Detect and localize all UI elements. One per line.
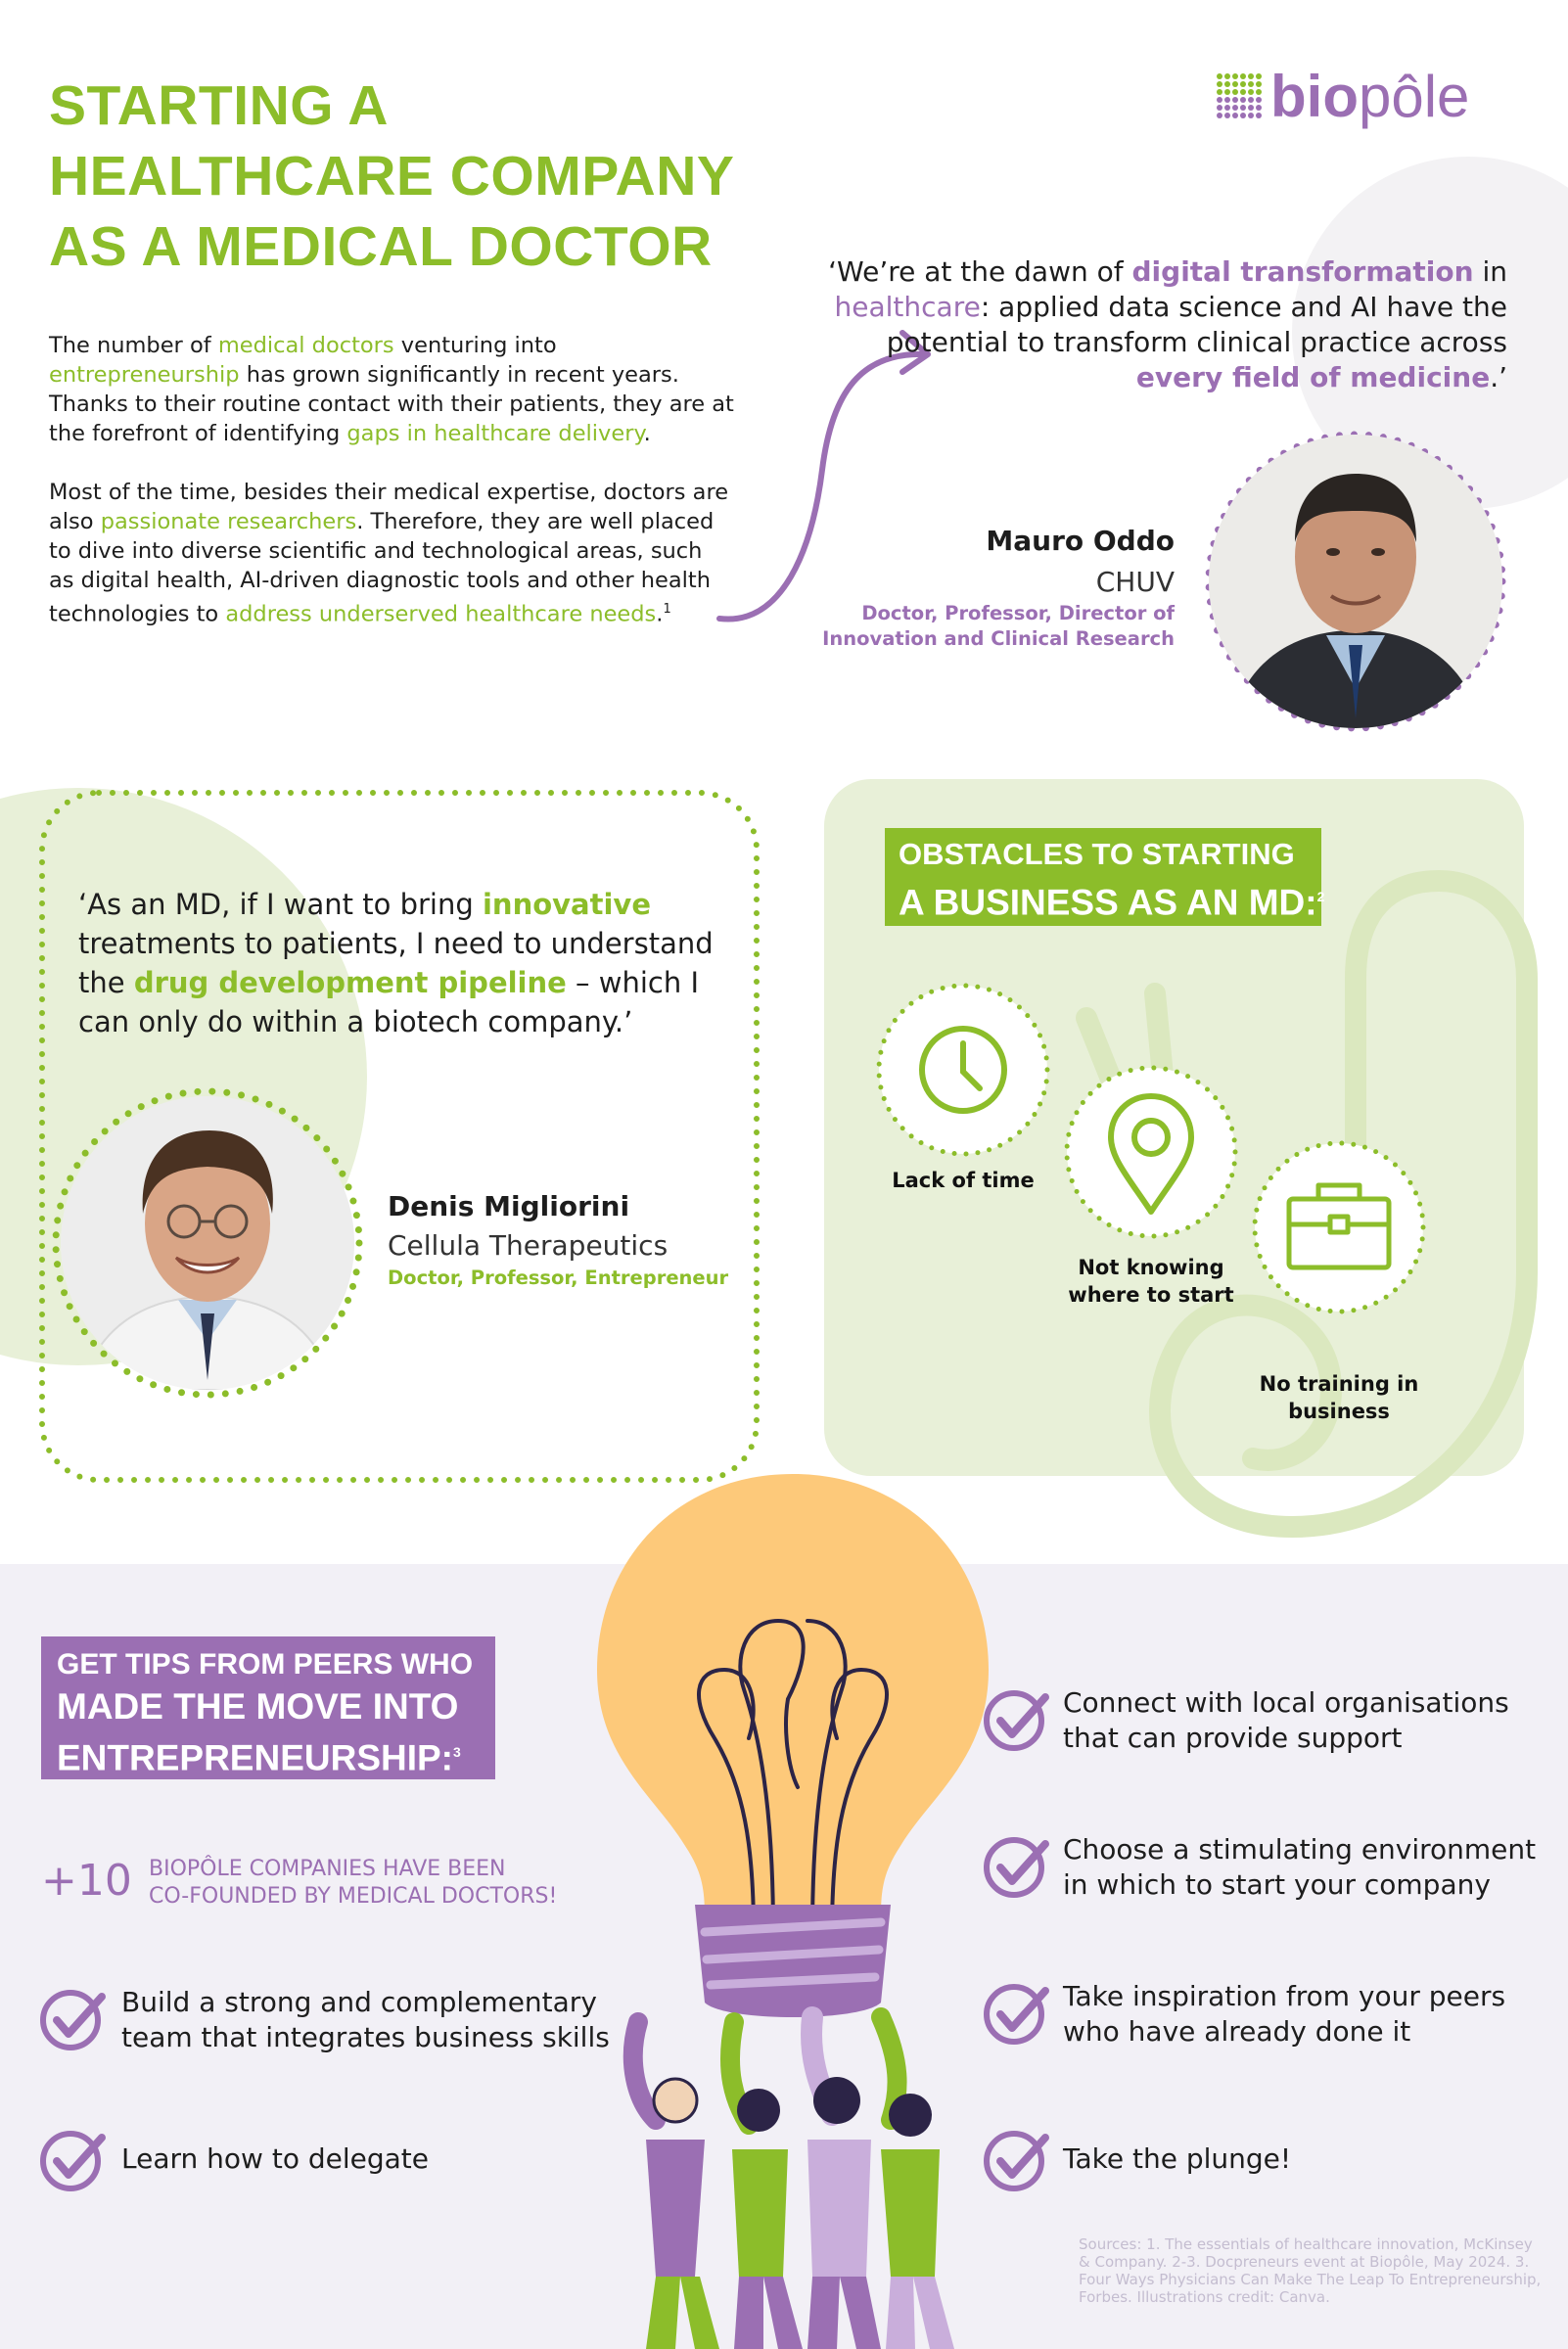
stat-number: +10 — [41, 1856, 132, 1906]
page-title — [49, 70, 793, 282]
speaker-org-oddo: CHUV — [1095, 566, 1175, 598]
tip-item: Take the plunge! — [983, 2126, 1560, 2204]
intro-paragraph-2: Most of the time, besides their medical expertise, doctors are also passionate researchers. Therefore, they are well placed to dive into diverse scientific and technological areas, such as digital health, AI-driven diagnostic tools and other health technologies to address underserved healthcare needs.$^1$ — [49, 480, 729, 627]
title-line-3: AS A MEDICAL DOCTOR — [49, 215, 713, 278]
speaker-role-oddo: Doctor, Professor, Director of Innovation and Clinical Research — [822, 602, 1175, 650]
obstacle-not-knowing — [1062, 1063, 1240, 1241]
check-circle-icon — [983, 1685, 1051, 1754]
tip-item: Choose a stimulating environment in which to start your company — [983, 1832, 1560, 1911]
lightbulb-illustration — [587, 1474, 998, 2349]
obstacle-no-training — [1250, 1138, 1428, 1316]
avatar-denis-migliorini — [61, 1096, 354, 1390]
tip-item: Learn how to delegate — [39, 2126, 626, 2204]
sources-footnote: Sources: 1. The essentials of healthcare innovation, McKinsey & Company. 2-3. Docpreneurs event at Biopôle, May 2024. 3. Four Ways Physicians Can Make The Leap To Entrepreneurship, Forbes. Illustrations credit: Canva. — [1079, 2235, 1542, 2306]
logo-dot-grid-icon — [1216, 70, 1268, 131]
avatar-mauro-oddo — [1209, 435, 1502, 728]
check-circle-icon — [983, 1979, 1051, 2048]
speaker-org-migliorini: Cellula Therapeutics — [388, 1229, 669, 1262]
obstacle-label-lack-of-time: Lack of time — [892, 1169, 1035, 1192]
obstacle-label-no-training: No training in business — [1259, 1372, 1419, 1423]
speaker-role-migliorini: Doctor, Professor, Entrepreneur — [388, 1267, 729, 1289]
speaker-name-oddo: Mauro Oddo — [986, 525, 1175, 557]
tip-item: Connect with local organisations that can provide support — [983, 1685, 1560, 1764]
obstacles-heading: OBSTACLES TO STARTING A BUSINESS AS AN MD:$^2$ — [885, 828, 1321, 926]
tips-heading: GET TIPS FROM PEERS WHO MADE THE MOVE INTO ENTREPRENEURSHIP:$^3$ — [41, 1636, 495, 1779]
quote-denis-migliorini: ‘As an MD, if I want to bring innovative treatments to patients, I need to understand the drug development pipeline – which I can only do within a biotech company.’ — [78, 888, 714, 1038]
logo-wordmark: biopôle — [1270, 64, 1470, 129]
speaker-name-migliorini: Denis Migliorini — [388, 1190, 630, 1222]
check-circle-icon — [983, 1832, 1051, 1901]
quote-mauro-oddo: ‘We’re at the dawn of digital transformation in healthcare: applied data science and AI have the potential to transform clinical practice across every field of medicine.’ — [828, 255, 1507, 393]
stat-text: BIOPÔLE COMPANIES HAVE BEEN CO-FOUNDED BY MEDICAL DOCTORS! — [149, 1857, 558, 1909]
check-circle-icon — [983, 2126, 1051, 2194]
intro-paragraph-1: The number of medical doctors venturing into entrepreneurship has grown significantly in recent years. Thanks to their routine contact with their patients, they are at the forefront of identifying gaps in healthcare delivery. — [49, 333, 734, 446]
title-line-1: STARTING A — [49, 74, 389, 137]
obstacle-lack-of-time — [874, 981, 1052, 1159]
obstacle-label-not-knowing: Not knowing where to start — [1068, 1256, 1234, 1307]
check-circle-icon — [39, 1985, 108, 2053]
tip-item: Build a strong and complementary team that integrates business skills — [39, 1985, 626, 2063]
tip-item: Take inspiration from your peers who have already done it — [983, 1979, 1560, 2057]
biopole-logo — [1216, 61, 1509, 139]
intro-text — [49, 331, 734, 659]
title-line-2: HEALTHCARE COMPANY — [49, 145, 735, 207]
check-circle-icon — [39, 2126, 108, 2194]
